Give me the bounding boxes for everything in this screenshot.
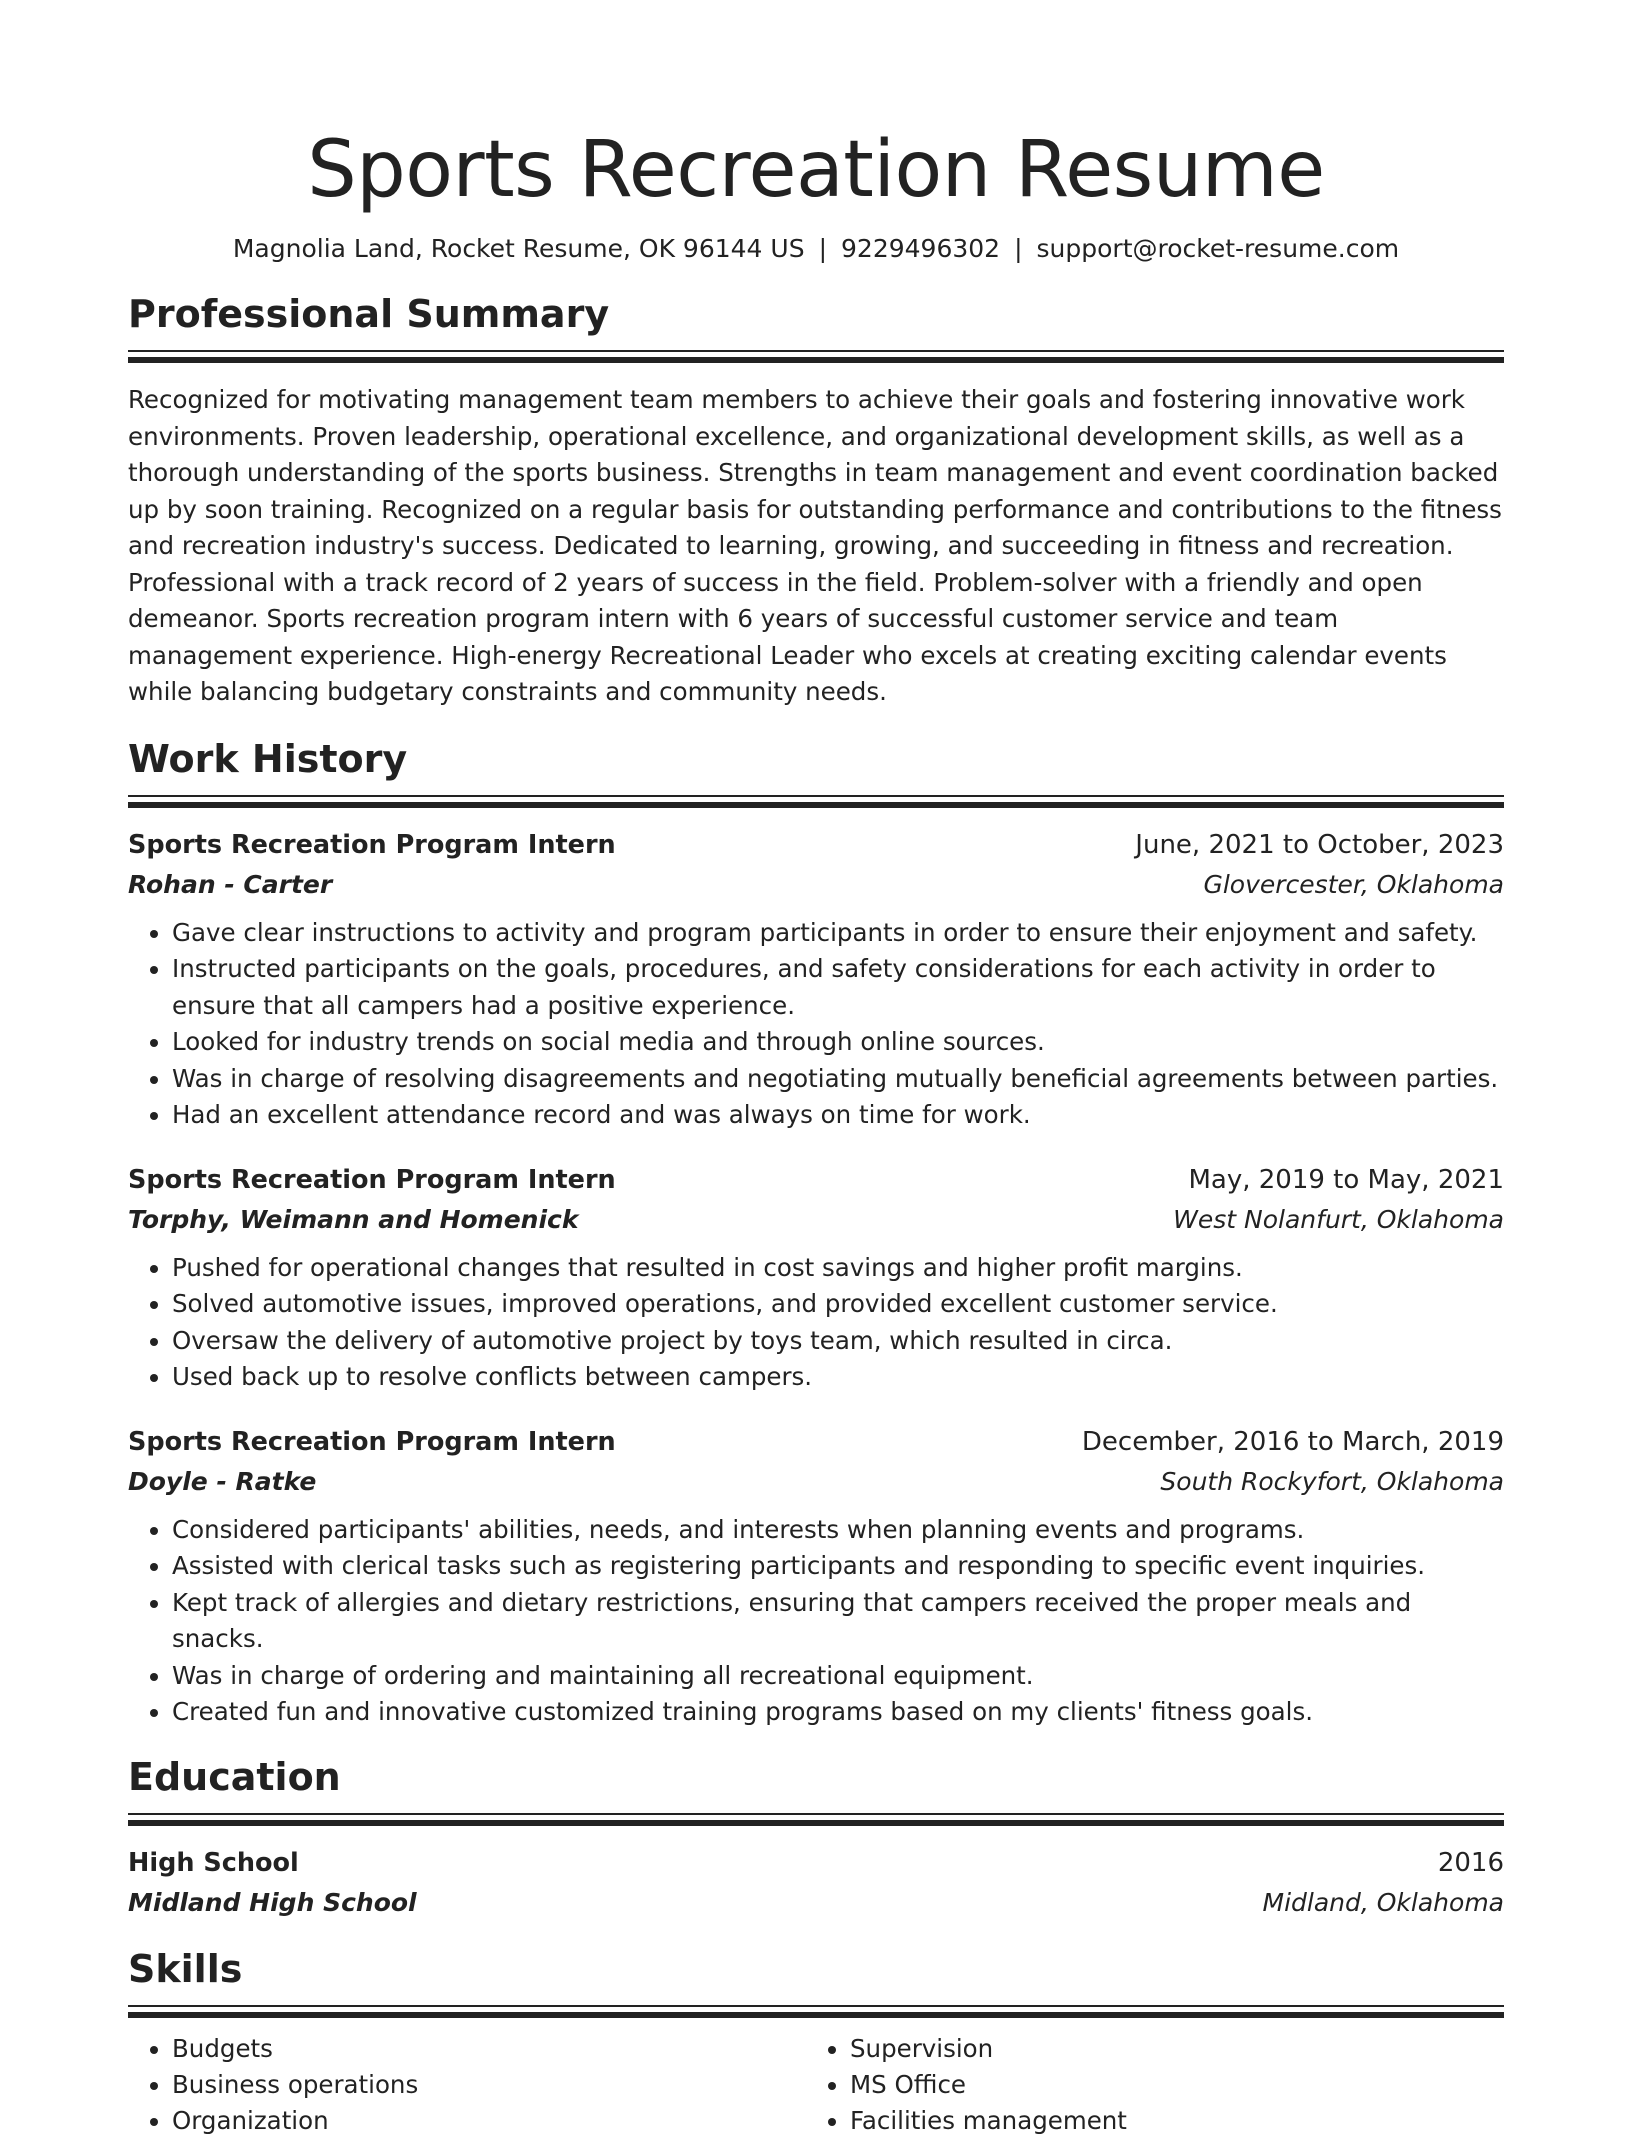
contact-separator: | [818, 234, 828, 263]
education-school: Midland High School [128, 1887, 417, 1917]
resume-page [128, 0, 1504, 2139]
job-location: Glovercester, Oklahoma [1203, 869, 1504, 899]
contact-line [128, 232, 1504, 266]
job-bullet: • Was in charge of ordering and maintaining all recreational equipment. [172, 1658, 1504, 1695]
skill-item: • Facilities management [850, 2103, 1484, 2139]
education-year: 2016 [1437, 1847, 1504, 1878]
section-divider [128, 1813, 1504, 1827]
contact-address: Magnolia Land, Rocket Resume, OK 96144 US [232, 234, 805, 263]
section-title-skills: Skills [128, 1946, 243, 1991]
job-bullet: • Kept track of allergies and dietary restrictions, ensuring that campers received the proper meals and snacks. [172, 1585, 1504, 1658]
section-divider [128, 350, 1504, 364]
resume-name: Sports Recreation Resume [307, 125, 1325, 215]
section-divider [128, 2005, 1504, 2019]
skills-section [128, 1945, 1504, 2139]
job-bullet: • Oversaw the delivery of automotive project by toys team, which resulted in circa. [172, 1323, 1504, 1360]
job-title: Sports Recreation Program Intern [128, 1164, 616, 1195]
section-title-education: Education [128, 1754, 341, 1799]
job-entry [128, 1422, 1504, 1731]
contact-phone: 9229496302 [841, 234, 1001, 263]
job-entry [128, 825, 1504, 1134]
job-company: Doyle - Ratke [128, 1466, 317, 1496]
job-entry [128, 1160, 1504, 1396]
job-dates: May, 2019 to May, 2021 [1188, 1164, 1504, 1195]
education-degree: High School [128, 1847, 299, 1878]
job-dates: June, 2021 to October, 2023 [1135, 829, 1504, 860]
skill-item: • Business operations [172, 2067, 806, 2103]
skills-column-right [806, 2031, 1484, 2139]
job-bullet: • Used back up to resolve conflicts between campers. [172, 1359, 1504, 1396]
job-title: Sports Recreation Program Intern [128, 1426, 616, 1457]
job-bullet: • Was in charge of resolving disagreements and negotiating mutually beneficial agreements between parties. [172, 1061, 1504, 1098]
education-location: Midland, Oklahoma [1262, 1887, 1504, 1917]
job-bullet: • Gave clear instructions to activity and program participants in order to ensure their enjoyment and safety. [172, 915, 1504, 952]
job-location: West Nolanfurt, Oklahoma [1173, 1204, 1504, 1234]
job-company: Rohan - Carter [128, 869, 333, 899]
contact-separator: | [1014, 234, 1023, 263]
job-bullet: • Created fun and innovative customized training programs based on my clients' fitness goals. [172, 1694, 1504, 1731]
skill-item: • Budgets [172, 2031, 806, 2067]
section-title-work-history: Work History [128, 736, 408, 781]
job-company: Torphy, Weimann and Homenick [128, 1204, 579, 1234]
contact-email: support@rocket-resume.com [1036, 234, 1400, 263]
education-section [128, 1753, 1504, 1923]
skill-item: • Supervision [850, 2031, 1484, 2067]
skill-item: • MS Office [850, 2067, 1484, 2103]
job-bullet: • Pushed for operational changes that resulted in cost savings and higher profit margins. [172, 1250, 1504, 1287]
job-bullet: • Considered participants' abilities, needs, and interests when planning events and programs. [172, 1512, 1504, 1549]
summary-section [128, 290, 1504, 711]
section-title-summary: Professional Summary [128, 292, 610, 336]
skill-item: • Organization [172, 2103, 806, 2139]
job-bullet: • Solved automotive issues, improved operations, and provided excellent customer service. [172, 1286, 1504, 1323]
job-location: South Rockyfort, Oklahoma [1160, 1466, 1504, 1496]
job-bullet: • Assisted with clerical tasks such as registering participants and responding to specific event inquiries. [172, 1548, 1504, 1585]
job-bullets [128, 915, 1504, 1134]
job-bullet: • Had an excellent attendance record and was always on time for work. [172, 1097, 1504, 1134]
job-bullet: • Looked for industry trends on social media and through online sources. [172, 1024, 1504, 1061]
job-bullets [128, 1250, 1504, 1396]
summary-text: Recognized for motivating management team members to achieve their goals and fostering innovative work environments. Proven leadership, operational excellence, and organizational development skills, as well as a thorough understanding of the sports business. Strengths in team management and event coordination backed up by soon training. Recognized on a regular basis for outstanding performance and contributions to the fitness and recreation industry's success. Dedicated to learning, growing, and succeeding in fitness and recreation. Professional with a track record of 2 years of success in the field. Problem-solver with a friendly and open demeanor. Sports recreation program intern with 6 years of successful customer service and team management experience. High-energy Recreational Leader who excels at creating exciting calendar events while balancing budgetary constraints and community needs. [128, 385, 1502, 706]
section-divider [128, 795, 1504, 809]
work-history-section [128, 735, 1504, 1731]
skills-list [128, 2031, 1504, 2139]
job-bullets [128, 1512, 1504, 1731]
job-title: Sports Recreation Program Intern [128, 829, 616, 860]
job-bullet: • Instructed participants on the goals, procedures, and safety considerations for each activity in order to ensure that all campers had a positive experience. [172, 951, 1504, 1024]
skills-column-left [128, 2031, 806, 2139]
job-dates: December, 2016 to March, 2019 [1081, 1426, 1504, 1457]
